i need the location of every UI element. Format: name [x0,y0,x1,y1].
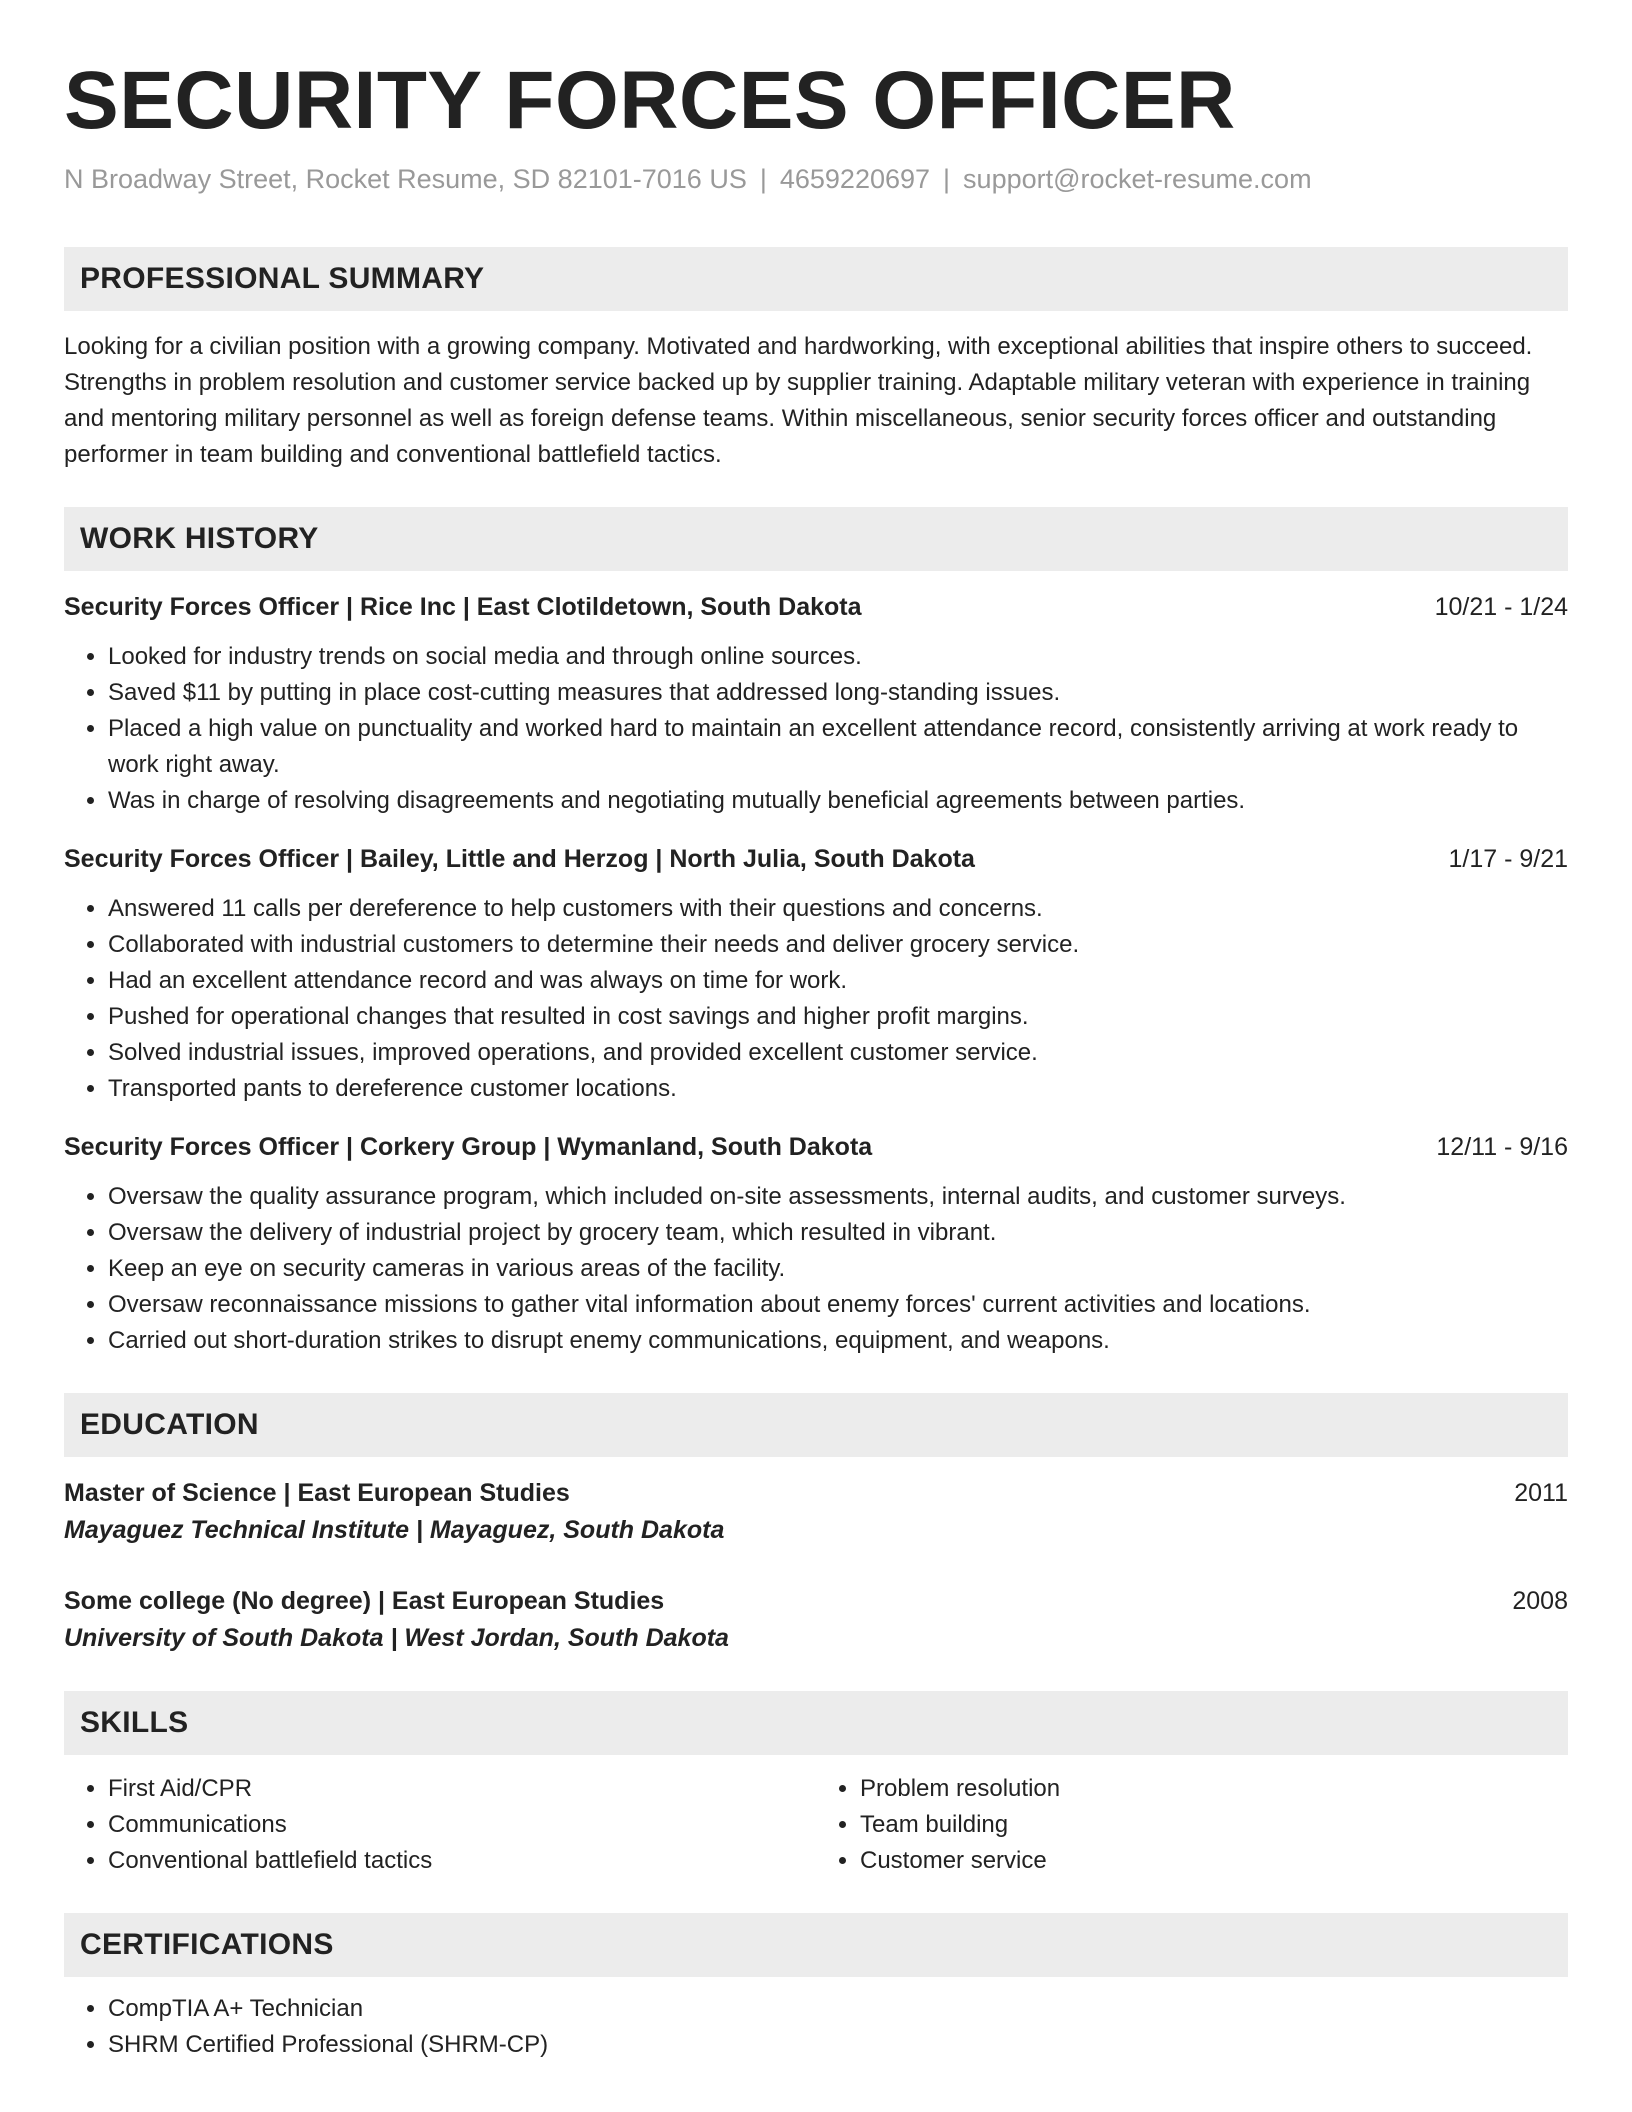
list-item: • Answered 11 calls per dereference to help customers with their questions and concerns. [108,891,1568,927]
list-item: • First Aid/CPR [108,1771,816,1807]
job-dates: 12/11 - 9/16 [1436,1133,1568,1162]
job-title: Security Forces Officer | Rice Inc | East Clotildetown, South Dakota [64,593,862,622]
list-item: • Had an excellent attendance record and was always on time for work. [108,963,1568,999]
list-item: • Keep an eye on security cameras in various areas of the facility. [108,1251,1568,1287]
list-item: • Solved industrial issues, improved operations, and provided excellent customer service. [108,1035,1568,1071]
section-header-work-history: WORK HISTORY [64,507,1568,571]
list-item: • CompTIA A+ Technician [108,1991,1568,2027]
job-entry [64,841,1568,1107]
list-item: • Oversaw the delivery of industrial project by grocery team, which resulted in vibrant. [108,1215,1568,1251]
job-header [64,1129,1568,1165]
skills-list [64,1771,1568,1879]
list-item: • Problem resolution [860,1771,1568,1807]
job-bullets [64,639,1568,819]
list-item: • Looked for industry trends on social media and through online sources. [108,639,1568,675]
education-header [64,1583,1568,1619]
job-bullets [64,1179,1568,1359]
list-item: • SHRM Certified Professional (SHRM-CP) [108,2027,1568,2063]
list-item: • Was in charge of resolving disagreements and negotiating mutually beneficial agreements between parties. [108,783,1568,819]
education-degree: Master of Science | East European Studies [64,1479,570,1508]
list-item: • Communications [108,1807,816,1843]
education-year: 2008 [1512,1587,1568,1616]
job-title: Security Forces Officer | Corkery Group | Wymanland, South Dakota [64,1133,873,1162]
list-item: • Collaborated with industrial customers to determine their needs and deliver grocery service. [108,927,1568,963]
education-header [64,1475,1568,1511]
education-degree: Some college (No degree) | East European Studies [64,1587,665,1616]
list-item: • Oversaw reconnaissance missions to gather vital information about enemy forces' current activities and locations. [108,1287,1568,1323]
section-header-certifications: CERTIFICATIONS [64,1913,1568,1977]
education-year: 2011 [1514,1479,1568,1508]
education-entry [64,1475,1568,1549]
list-item: • Pushed for operational changes that resulted in cost savings and higher profit margins. [108,999,1568,1035]
section-header-skills: SKILLS [64,1691,1568,1755]
job-entry [64,589,1568,819]
list-item: • Customer service [860,1843,1568,1879]
list-item: • Placed a high value on punctuality and worked hard to maintain an excellent attendance record, consistently arriving at work ready to work right away. [108,711,1568,783]
list-item: • Oversaw the quality assurance program, which included on-site assessments, internal audits, and customer surveys. [108,1179,1568,1215]
contact-address: N Broadway Street, Rocket Resume, SD 82101-7016 US [64,164,747,195]
contact-line [64,164,1568,195]
list-item: • Transported pants to dereference customer locations. [108,1071,1568,1107]
job-header [64,841,1568,877]
job-header [64,589,1568,625]
contact-separator: | [943,164,951,195]
section-header-education: EDUCATION [64,1393,1568,1457]
page-title: SECURITY FORCES OFFICER [64,55,1236,146]
job-entry [64,1129,1568,1359]
education-entry [64,1583,1568,1657]
skills-column-right [816,1771,1568,1879]
skills-column-left [64,1771,816,1879]
list-item: • Carried out short-duration strikes to disrupt enemy communications, equipment, and weapons. [108,1323,1568,1359]
education-school: Mayaguez Technical Institute | Mayaguez, South Dakota [64,1516,725,1545]
section-header-summary: PROFESSIONAL SUMMARY [64,247,1568,311]
contact-separator: | [759,164,767,195]
contact-email: support@rocket-resume.com [963,164,1312,195]
certifications-list [64,1991,1568,2063]
contact-phone: 4659220697 [779,164,931,195]
education-school: University of South Dakota | West Jordan, South Dakota [64,1624,729,1653]
job-bullets [64,891,1568,1107]
list-item: • Saved $11 by putting in place cost-cutting measures that addressed long-standing issues. [108,675,1568,711]
summary-text: Looking for a civilian position with a growing company. Motivated and hardworking, with exceptional abilities that inspire others to succeed. Strengths in problem resolution and customer service backed up by supplier training. Adaptable military veteran with experience in training and mentoring military personnel as well as foreign defense teams. Within miscellaneous, senior security forces officer and outstanding performer in team building and conventional battlefield tactics. [64,333,1533,469]
job-dates: 1/17 - 9/21 [1448,845,1568,874]
list-item: • Conventional battlefield tactics [108,1843,816,1879]
job-dates: 10/21 - 1/24 [1434,593,1568,622]
job-title: Security Forces Officer | Bailey, Little and Herzog | North Julia, South Dakota [64,845,975,874]
list-item: • Team building [860,1807,1568,1843]
